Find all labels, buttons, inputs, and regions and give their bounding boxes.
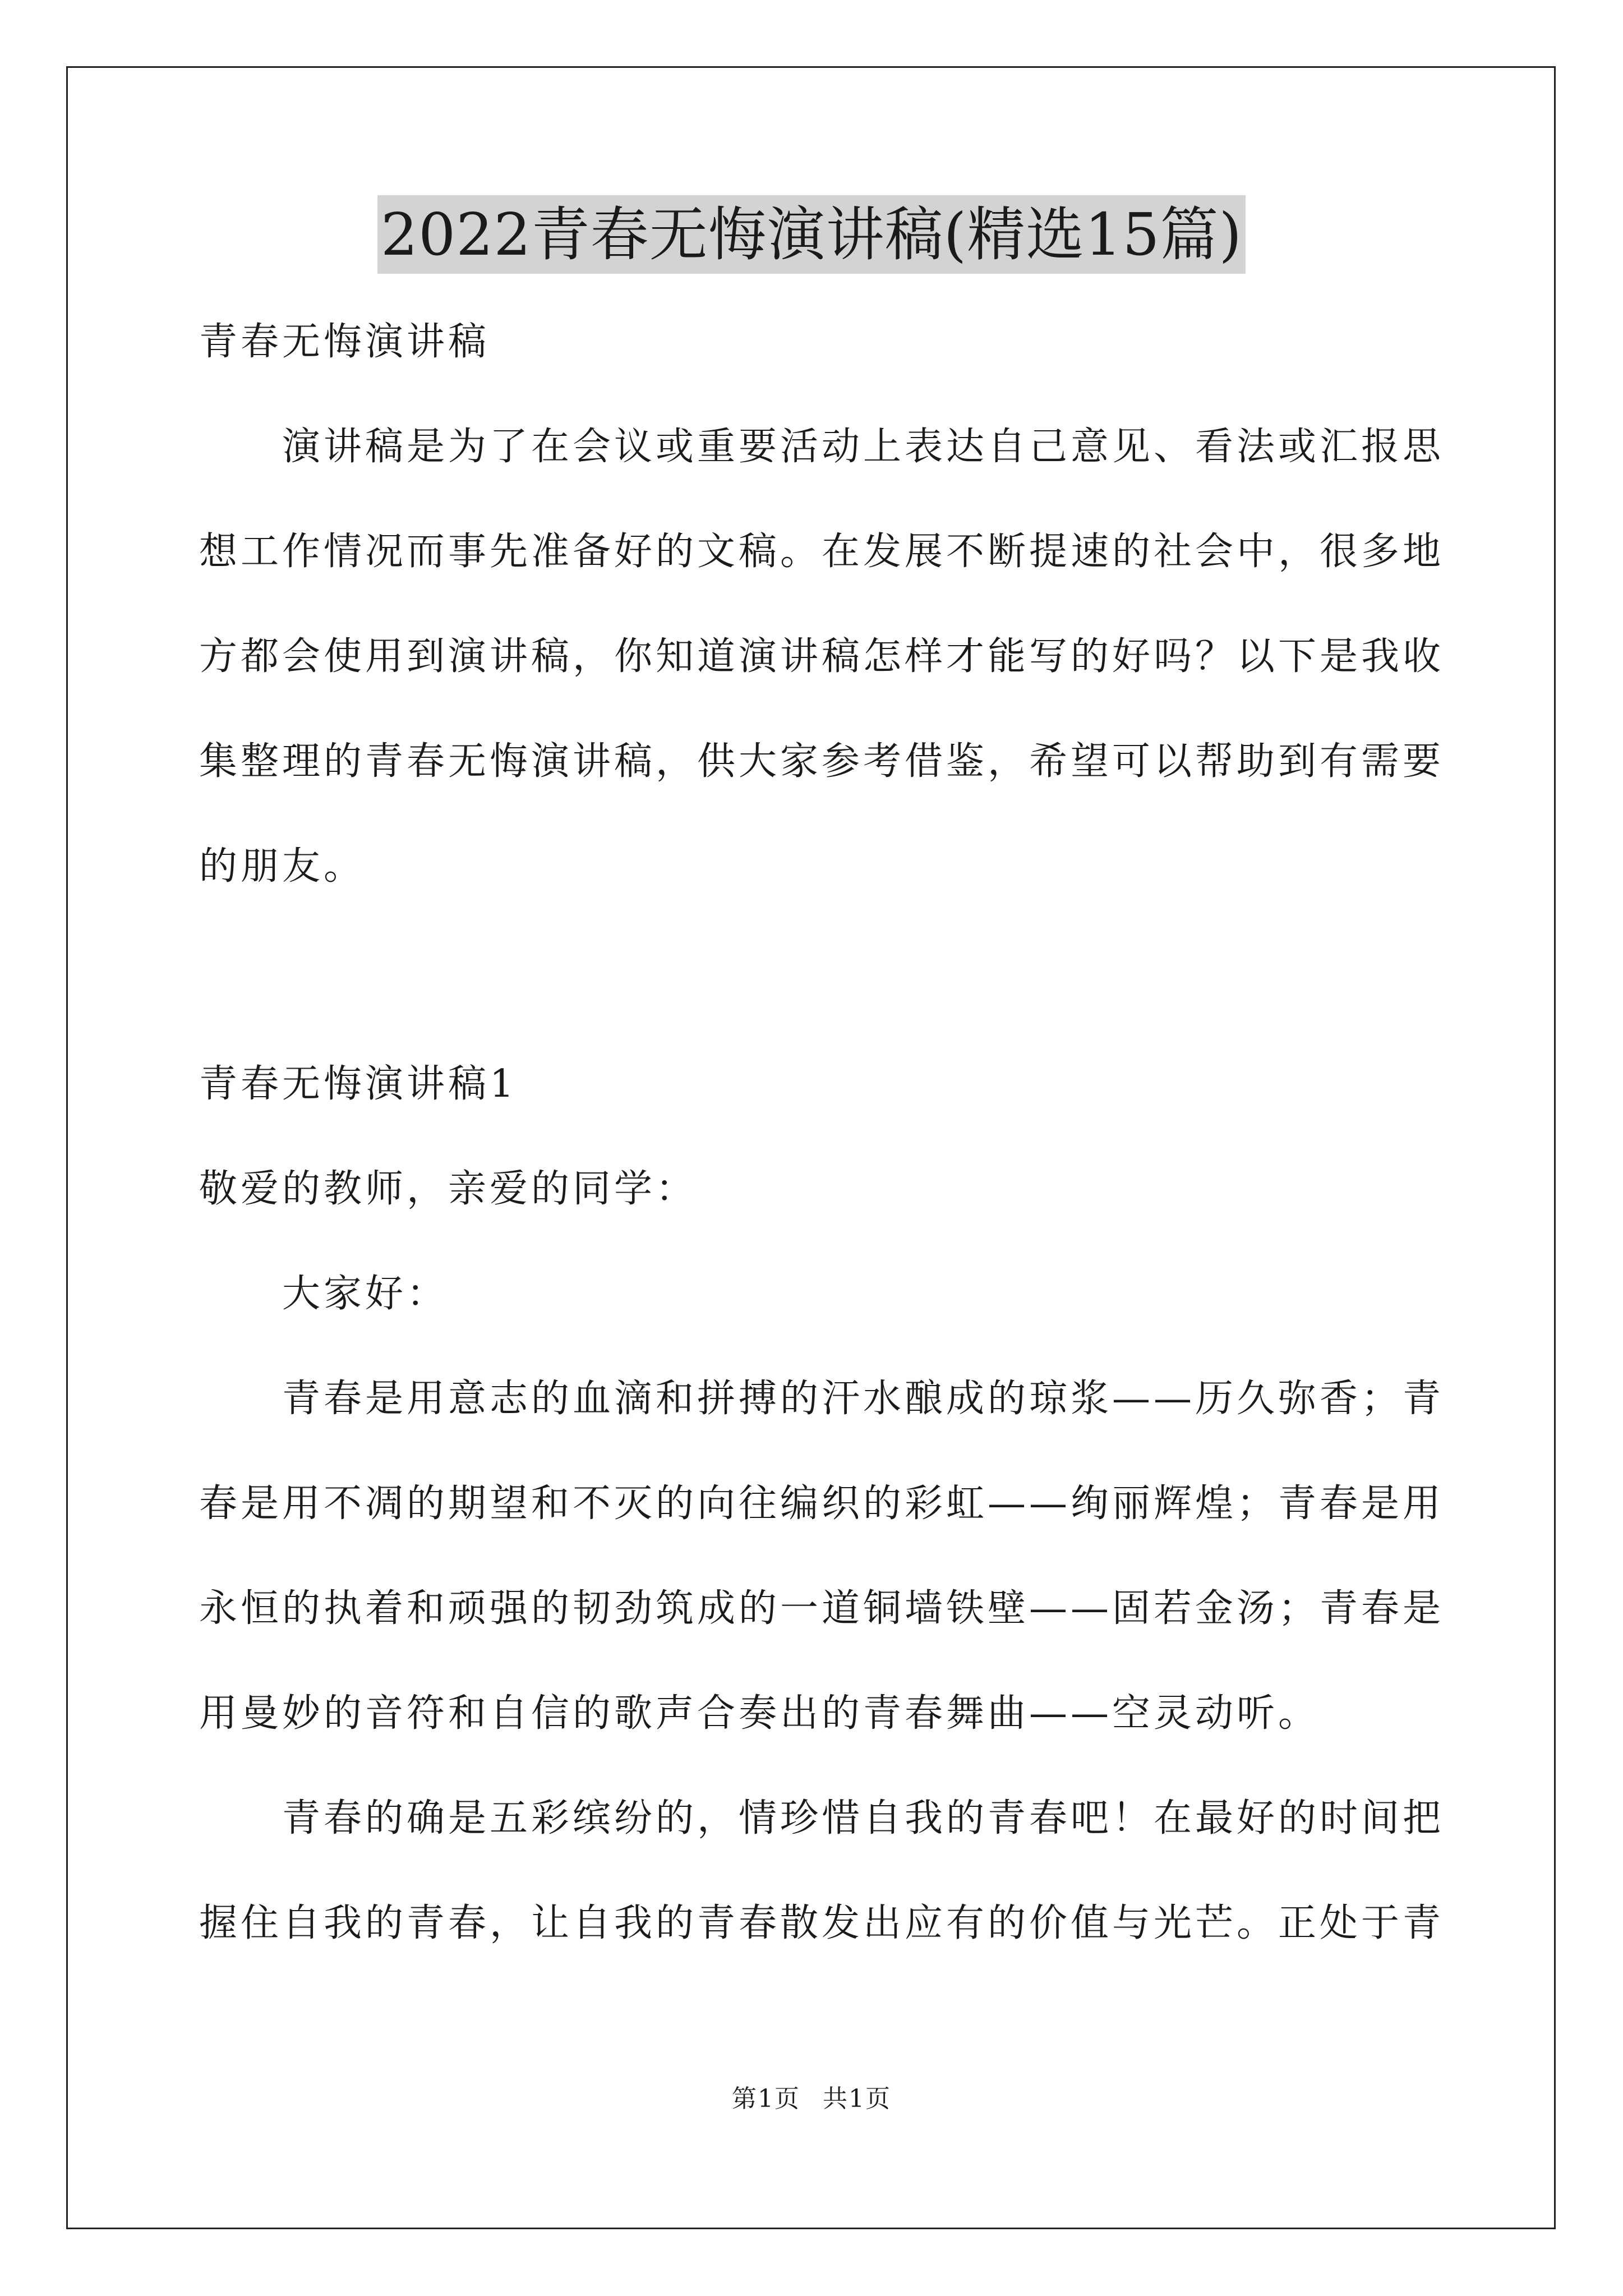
page-footer xyxy=(0,2078,1623,2114)
section-heading: 青春无悔演讲稿1 xyxy=(199,1062,518,1106)
paragraph-line: 想工作情况而事先准备好的文稿。在发展不断提速的社会中，很多地 xyxy=(199,530,1445,574)
paragraph-line: 的朋友。 xyxy=(199,844,366,889)
salutation-line: 敬爱的教师，亲爱的同学： xyxy=(199,1167,698,1211)
page-number-current: 第1页 xyxy=(732,2085,800,2113)
paragraph-line: 演讲稿是为了在会议或重要活动上表达自己意见、看法或汇报思 xyxy=(282,425,1445,469)
paragraph-line: 永恒的执着和顽强的韧劲筑成的一道铜墙铁壁——固若金汤；青春是 xyxy=(199,1586,1445,1631)
paragraph-line: 青春是用意志的血滴和拼搏的汗水酿成的琼浆——历久弥香；青 xyxy=(282,1377,1445,1421)
title-container xyxy=(0,195,1623,274)
paragraph-line: 握住自我的青春，让自我的青春散发出应有的价值与光芒。正处于青 xyxy=(199,1901,1445,1945)
page-number-total: 共1页 xyxy=(823,2085,891,2113)
paragraph-line: 用曼妙的音符和自信的歌声合奏出的青春舞曲——空灵动听。 xyxy=(199,1691,1320,1736)
section-heading: 青春无悔演讲稿 xyxy=(199,320,490,364)
paragraph-line: 方都会使用到演讲稿，你知道演讲稿怎样才能写的好吗？以下是我收 xyxy=(199,634,1445,679)
document-title: 2022青春无悔演讲稿(精选15篇) xyxy=(377,195,1246,274)
paragraph-line: 青春的确是五彩缤纷的，情珍惜自我的青春吧！在最好的时间把 xyxy=(282,1796,1445,1841)
paragraph-line: 春是用不凋的期望和不灭的向往编织的彩虹——绚丽辉煌；青春是用 xyxy=(199,1481,1445,1526)
greeting-line: 大家好： xyxy=(282,1272,449,1316)
paragraph-line: 集整理的青春无悔演讲稿，供大家参考借鉴，希望可以帮助到有需要 xyxy=(199,739,1445,784)
